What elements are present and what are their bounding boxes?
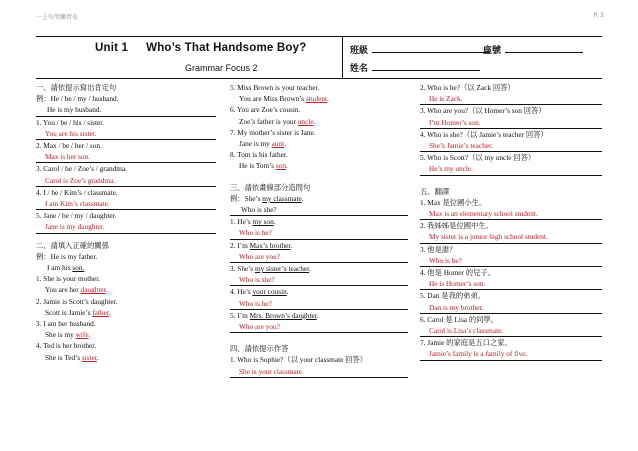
example-question: 例：She’s my classmate. — [230, 193, 304, 203]
answer: He is Zack. — [420, 93, 602, 105]
example-answer: He is my husband. — [36, 104, 216, 116]
question: 4. He’s your cousin. — [230, 287, 289, 297]
question: 6. Carol 是 Lisa 的同學。 — [420, 314, 499, 324]
unit-title: Unit 1 Who’s That Handsome Boy? — [95, 42, 307, 54]
question: 4. 他是 Homer 的兒子。 — [420, 268, 495, 278]
answer: She is Ted’s sister. — [45, 352, 99, 362]
answer: She is your classmate. — [230, 366, 408, 378]
question: 7. My mother’s sister is Jane. — [230, 127, 316, 137]
question: 4. Who is she?（以 Jamie’s teacher 回答） — [420, 129, 548, 139]
answer: Who is he? — [230, 298, 408, 310]
answer: Who is he? — [230, 227, 408, 239]
question: 2. Max / be / her / son. — [36, 141, 102, 151]
answer: Who is he? — [420, 255, 602, 267]
question: 5. Who is Scott?（以 my uncle 回答） — [420, 153, 536, 163]
name-blank[interactable] — [372, 61, 480, 71]
section-1-title: 一、請依提示寫出肯定句 — [36, 83, 117, 92]
answer: You are his sister. — [36, 128, 216, 140]
subtitle: Grammar Focus 2 — [185, 63, 258, 73]
question: 1. He’s my son. — [230, 217, 276, 227]
answer: She’s Jamie’s teacher. — [420, 140, 602, 152]
question: 3. 他是誰？ — [420, 244, 457, 254]
answer: You are her daughter. — [45, 285, 108, 295]
answer: Dan is my brother. — [420, 302, 602, 314]
class-field: 班級 — [350, 43, 490, 56]
answer: I am Kim’s classmate. — [36, 198, 216, 210]
question: 7. Jamie 的家庭是五口之家。 — [420, 338, 512, 348]
answer: Who are you? — [230, 251, 408, 263]
section-2-title: 二、請填入正確的關係 — [36, 240, 109, 250]
question: 2. I’m Max’s brother. — [230, 240, 293, 250]
example-answer: Who is she? — [230, 204, 408, 216]
column-3 — [420, 82, 602, 361]
question: 8. Tom is his father. — [230, 150, 288, 160]
answer: You are Miss Brown’s student. — [239, 94, 329, 104]
seat-blank[interactable] — [505, 43, 583, 53]
question: 1. She is your mother. — [36, 274, 101, 284]
question: 2. Jamie is Scott’s daughter. — [36, 296, 118, 306]
question: 6. You are Zoe’s cousin. — [230, 105, 301, 115]
section-3-title: 三、請依畫線部分造問句 — [230, 182, 311, 192]
example-answer: I am his son. — [47, 263, 85, 273]
question: 4. Ted is her brother. — [36, 341, 97, 351]
answer: Jane is my daughter. — [36, 221, 216, 233]
question: 5. Dan 是我的弟弟。 — [420, 291, 486, 301]
name-field: 姓名 — [350, 61, 480, 74]
question: 5. I’m Mrs. Brown’s daughter. — [230, 310, 319, 320]
answer: Scott is Jamie’s father. — [45, 307, 111, 317]
answer: Zoe’s father is your uncle. — [239, 116, 316, 126]
header-divider — [342, 36, 343, 78]
answer: Carol is Lisa’s classmate. — [420, 325, 602, 337]
answer: Max is an elementary school student. — [420, 208, 602, 220]
answer: Carol is Zoe’s grandma. — [36, 175, 216, 187]
section-4-title: 四、請依提示作答 — [230, 344, 289, 354]
seat-field: 座號 — [483, 43, 583, 56]
header-left: 一上句型練習卷 — [36, 14, 79, 21]
question: 3. Who are you?（以 Homer’s son 回答） — [420, 106, 546, 116]
column-1 — [36, 82, 216, 363]
question: 4. I / be / Kim’s / classmate. — [36, 187, 118, 197]
question: 2. 我姊姊是位國中生。 — [420, 221, 493, 231]
answer: Jane is my aunt. — [239, 139, 287, 149]
answer: Who is she? — [230, 274, 408, 286]
example-question: 例：He is my father. — [36, 251, 98, 261]
question: 1. Max 是位國小生。 — [420, 197, 487, 207]
page-number: P. 3 — [593, 12, 604, 19]
question: 5. Jane / be / my / daughter. — [36, 211, 117, 221]
answer: Jamie’s family is a family of five. — [420, 348, 602, 360]
answer: Who are you? — [230, 321, 408, 333]
bottom-rule — [36, 78, 602, 79]
question: 3. She’s my sister’s teacher. — [230, 264, 311, 274]
question: 1. Who is Sophie?（以 your classmate 回答） — [230, 355, 368, 365]
class-blank[interactable] — [372, 43, 490, 53]
question: 2. Who is he?（以 Zack 回答） — [420, 83, 515, 92]
question: 3. I am her husband. — [36, 319, 96, 329]
column-2 — [230, 82, 408, 378]
answer: My sister is a junior high school student. — [420, 231, 602, 243]
question: 5. Miss Brown is your teacher. — [230, 83, 320, 92]
answer: He is Homer’s son. — [420, 278, 602, 290]
answer: He’s my uncle. — [420, 163, 602, 175]
example-question: 例：He / be / my / husband. — [36, 94, 119, 104]
answer: Max is her son. — [36, 151, 216, 163]
answer: I’m Homer’s son. — [420, 117, 602, 129]
section-5-title: 五、翻譯 — [420, 186, 450, 196]
answer: She is my wife. — [45, 330, 91, 340]
question: 3. Carol / be / Zoe’s / grandma. — [36, 164, 127, 174]
answer: He is Tom’s son. — [239, 161, 288, 171]
question: 1. You / be / his / sister. — [36, 117, 105, 127]
top-rule — [36, 36, 602, 37]
